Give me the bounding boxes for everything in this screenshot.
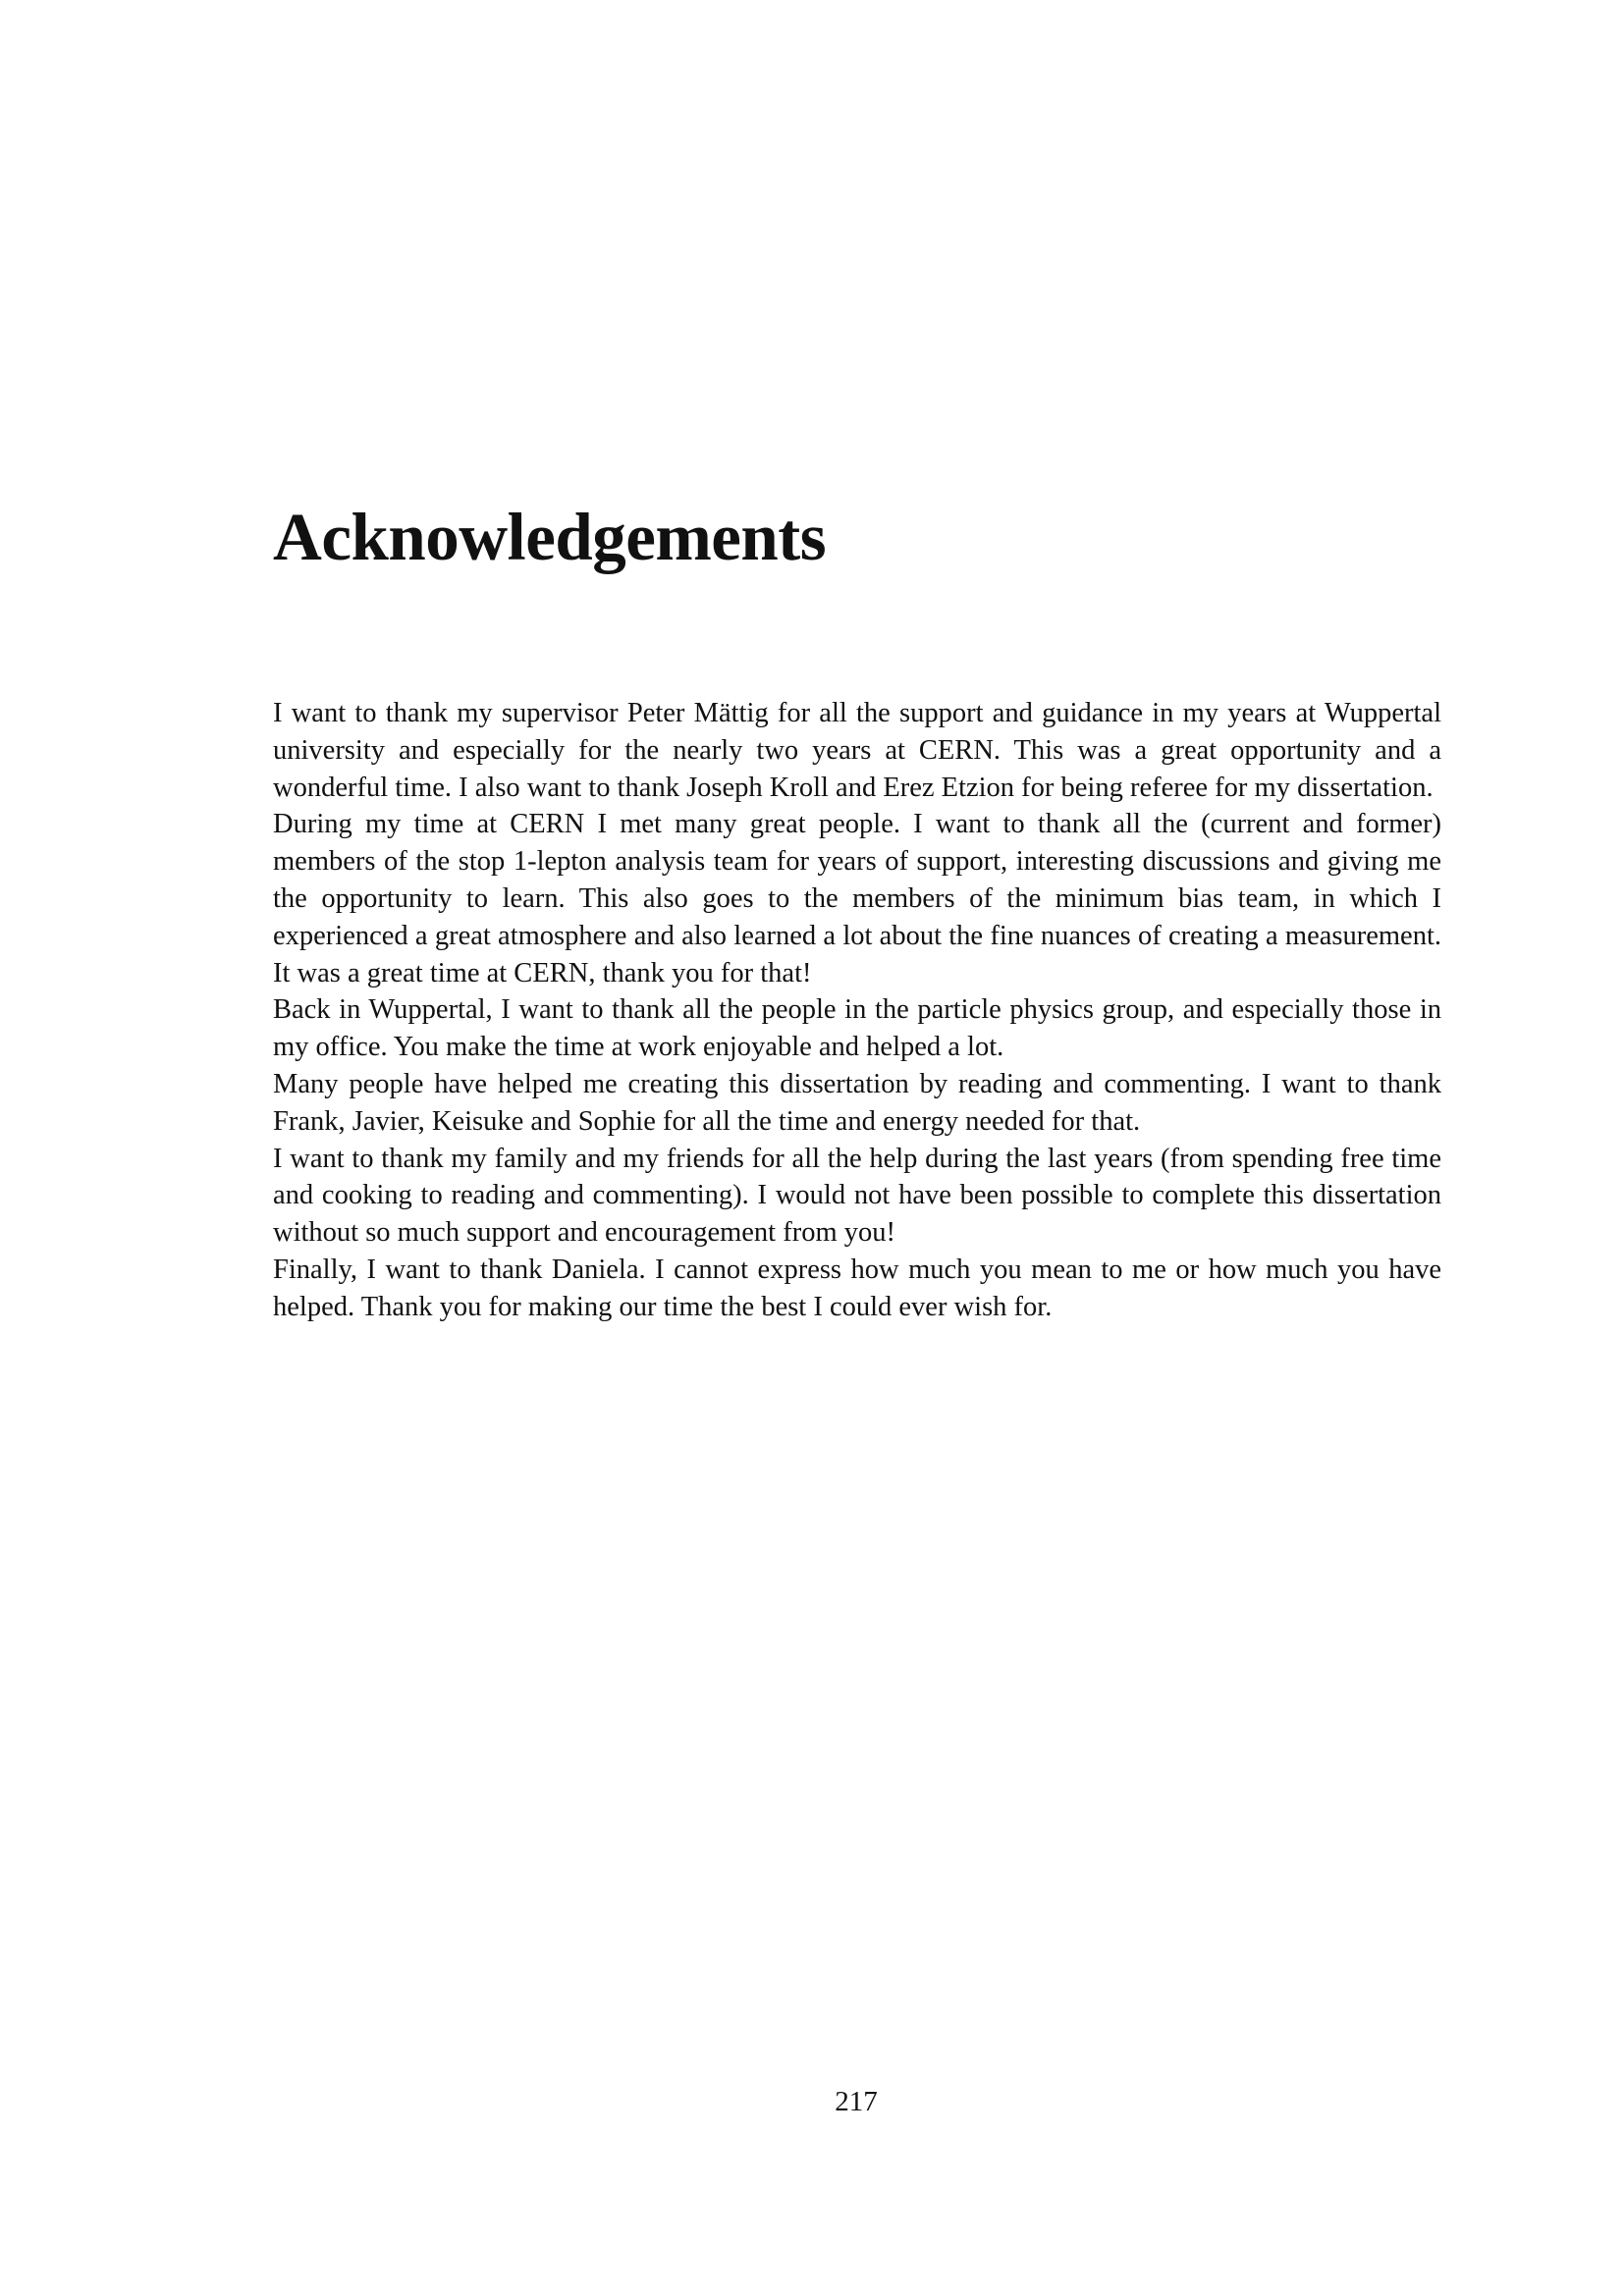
paragraph-wuppertal: Back in Wuppertal, I want to thank all the people in the particle physics group, and especially those in my office. You make the time at work enjoyable and helped a lot.: [273, 994, 1441, 1063]
paragraph-daniela: Finally, I want to thank Daniela. I cannot express how much you mean to me or how much you have helped. Thank you for making our time the best I could ever wish for.: [273, 1254, 1441, 1322]
paragraph-supervisor: I want to thank my supervisor Peter Mättig for all the support and guidance in my years at Wuppertal university and especially for the nearly two years at CERN. This was a great opportunity and a wonderful time. I also want to thank Joseph Kroll and Erez Etzion for being referee for my dissertation.: [273, 698, 1441, 803]
acknowledgements-body: [273, 695, 1441, 1326]
page-number: 217: [835, 2086, 878, 2117]
page-title: Acknowledgements: [273, 500, 827, 574]
paragraph-proofreaders: Many people have helped me creating this dissertation by reading and commenting. I want to thank Frank, Javier, Keisuke and Sophie for all the time and energy needed for that.: [273, 1068, 1441, 1137]
paragraph-cern: During my time at CERN I met many great people. I want to thank all the (current and former) members of the stop 1-lepton analysis team for years of support, interesting discussions and giving me the opportunity to learn. This also goes to the members of the minimum bias team, in which I experienced a great atmosphere and also learned a lot about the fine nuances of creating a measurement. It was a great time at CERN, thank you for that!: [273, 809, 1441, 988]
paragraph-family: I want to thank my family and my friends for all the help during the last years (from spending free time and cooking to reading and commenting). I would not have been possible to complete this dissertation without so much support and encouragement from you!: [273, 1143, 1441, 1249]
